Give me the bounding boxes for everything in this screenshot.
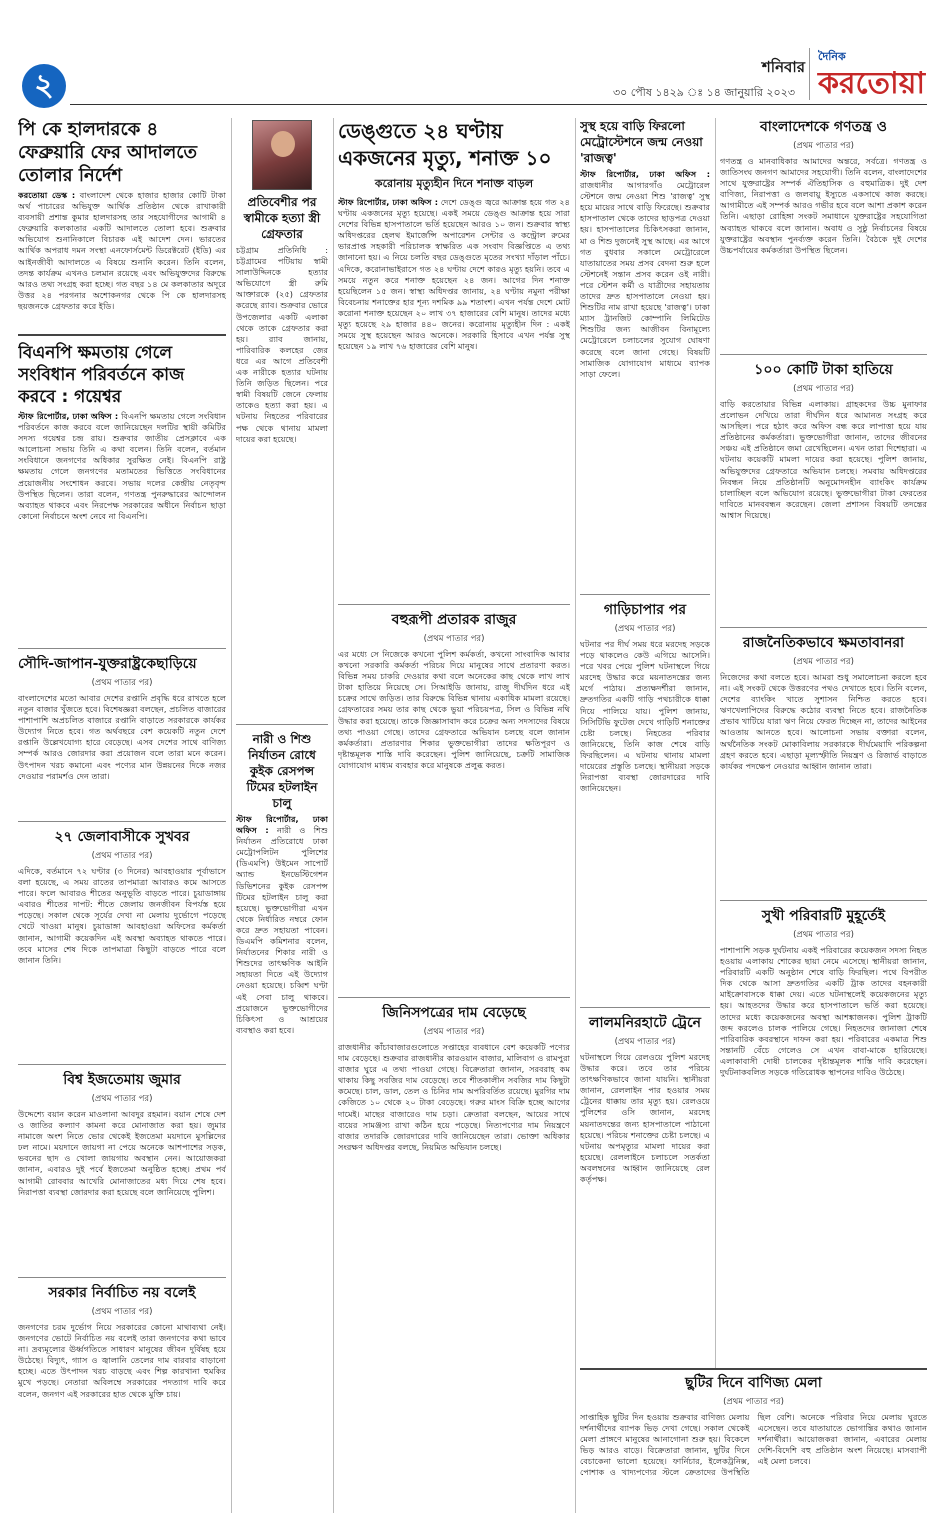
headline: বিএনপি ক্ষমতায় গেলে সংবিধান পরিবর্তনে কাজ করবে : গয়েশ্বর <box>18 343 185 407</box>
column-5 <box>720 118 927 1513</box>
divider <box>236 724 328 725</box>
article-politics-power <box>720 634 927 894</box>
subheadline: করোনায় মৃত্যুহীন দিনে শনাক্ত বাড়ল <box>374 177 534 190</box>
masthead-date: ৩০ পৌষ ১৪২৯ ঃ ১৪ জানুয়ারি ২০২৩ <box>612 86 795 99</box>
body-text: রাজধানীর কাঁচাবাজারগুলোতে সপ্তাহের ব্যবধানে বেশ কয়েকটি পণ্যের দাম বেড়েছে। শুক্রবার রাজধানীর কারওয়ান বাজার, মালিবাগ ও রামপুরা বাজার ঘুরে এ তথ্য পাওয়া গেছে। বিক্রেতারা জানান, সরবরাহ কম থাকায় কিছু সবজির দাম বেড়েছে। তবে শীতকালীন সবজির দাম কিছুটা কমেছে। চাল, ডাল, তেল ও চিনির দাম অপরিবর্তিত রয়েছে। মুরগির দাম কেজিতে ১০ থেকে ২০ টাকা বেড়েছে। গরুর মাংস বিক্রি হচ্ছে আগের দামেই। মাছের বাজারেও দাম চড়া। ক্রেতারা বলছেন, আয়ের সাথে ব্যয়ের সামঞ্জস্য রাখা কঠিন হয়ে পড়েছে। নিত্যপণ্যের দাম নিয়ন্ত্রণে বাজার তদারকি জোরদারের দাবি জানিয়েছেন তারা। ভোক্তা অধিকার সংরক্ষণ অধিদপ্তর বলছে, নিয়মিত অভিযান চলছে। <box>338 1042 570 1152</box>
logo-small-text: দৈনিক <box>818 50 846 63</box>
article-garicapa <box>580 601 710 1001</box>
continued-label: (প্রথম পাতার পর) <box>793 930 854 940</box>
headline: জিনিসপত্রের দাম বেড়েছে <box>382 1005 526 1021</box>
continued-label: (প্রথম পাতার পর) <box>793 657 854 667</box>
continued-label: (প্রথম পাতার পর) <box>723 1397 784 1407</box>
headline: ছুটির দিনে বাণিজ্য মেলা <box>685 1375 822 1391</box>
body-text: ঘটনাস্থলে গিয়ে রেলওয়ে পুলিশ মরদেহ উদ্ধার করে। তবে তার পরিচয় তাৎক্ষণিকভাবে জানা যায়নি। স্থানীয়রা জানান, রেললাইন পার হওয়ার সময় ট্রেনের ধাক্কায় তার মৃত্যু হয়। রেলওয়ে পুলিশের ওসি জানান, মরদেহ ময়নাতদন্তের জন্য হাসপাতালে পাঠানো হয়েছে। পরিচয় শনাক্তের চেষ্টা চলছে। এ ঘটনায় অপমৃত্যুর মামলা দায়ের করা হয়েছে। রেললাইনে চলাচলে সতর্কতা অবলম্বনের আহ্বান জানিয়েছে রেল কর্তৃপক্ষ। <box>580 1052 710 1185</box>
divider <box>18 648 226 649</box>
headline: সরকার নির্বাচিত নয় বলেই <box>48 1285 196 1301</box>
masthead <box>0 0 945 118</box>
column-2 <box>236 118 328 1513</box>
article-body <box>338 197 570 352</box>
body-text: বাংলাদেশের মতো আবার দেশের রপ্তানি প্রবৃদ্ধি ধরে রাখতে হলে নতুন বাজার খুঁজতে হবে। বিশেষজ্ঞরা বলছেন, প্রচলিত বাজারের পাশাপাশি অপ্রচলিত বাজারে রপ্তানি বাড়াতে সরকারকে কার্যকর উদ্যোগ নিতে হবে। গত অর্থবছরে বেশ কয়েকটি নতুন দেশে রপ্তানি উল্লেখযোগ্য হারে বেড়েছে। এসব দেশের সাথে বাণিজ্য সম্পর্ক আরও জোরদার করা প্রয়োজন বলে তারা মনে করেন। উৎপাদন খরচ কমানো এবং পণ্যের মান উন্নয়নের দিকে নজর দেওয়ার পরামর্শও দেন তারা। <box>18 693 226 781</box>
column-rule <box>575 118 576 1513</box>
body-text: বাংলাদেশ থেকে হাজার হাজার কোটি টাকা অর্থ পাচারের অভিযুক্ত আর্থিক প্রতিষ্ঠান থেকে রাখাকারী ব্যবসায়ী প্রশান্ত কুমার হালদারসহ তার সহযোগীদের আগামী ৪ ফেব্রুয়ারি কলকাতার একটি আদালতে তোলা হবে। শুক্রবার অভিযোগ শুনানিকালে বিচারক এই আদেশ দেন। ভারতের আর্থিক অপরাধ দমন সংস্থা এনফোর্সমেন্ট ডিরেক্টরেট (ইডি) এর আইনজীবী আদালতে এ বিষয়ে শুনানি করেন। তিনি বলেন, তদন্ত কার্যক্রম এখনও চলমান রয়েছে এবং অভিযুক্তদের বিরুদ্ধে আরও তথ্য সংগ্রহ করা হচ্ছে। গত বছর ১৪ মে কলকাতার অদূরে উত্তর ২৪ পরগনার অশোকনগর থেকে পি কে হালদারসহ ছয়জনকে গ্রেফতার করে ইডি। <box>18 190 226 311</box>
body-text: বিএনপি ক্ষমতায় গেলে সংবিধান পরিবর্তনে কাজ করবে বলে জানিয়েছেন দলটির স্থায়ী কমিটির সদস্য গয়েশ্বর চন্দ্র রায়। শুক্রবার জাতীয় প্রেসক্লাবে এক আলোচনা সভায় তিনি এ কথা বলেন। তিনি বলেন, বর্তমান সংবিধানে জনগণের অধিকার সুরক্ষিত নেই। বিএনপি রাষ্ট্র ক্ষমতায় গেলে জনগণের মতামতের ভিত্তিতে সংবিধানের প্রয়োজনীয় সংশোধন করবে। সভায় দলের কেন্দ্রীয় নেতৃবৃন্দ উপস্থিত ছিলেন। তারা বলেন, গণতন্ত্র পুনরুদ্ধারের আন্দোলন অব্যাহত থাকবে এবং নিরপেক্ষ সরকারের অধীনে নির্বাচন ছাড়া কোনো নির্বাচনে অংশ নেবে না বিএনপি। <box>18 411 226 521</box>
headline: সৌদি-জাপান-যুক্তরাষ্ট্রকেছাড়িয়ে <box>18 656 197 672</box>
divider <box>580 1007 710 1008</box>
article-non-partisan <box>18 1284 226 1484</box>
body-text: বাড়ি করতোয়ার বিভিন্ন এলাকায়। গ্রাহকদের উচ্চ মুনাফার প্রলোভন দেখিয়ে তারা দীর্ঘদিন ধরে আমানত সংগ্রহ করে আসছিল। পরে হঠাৎ করে অফিস বন্ধ করে লাপাত্তা হয়ে যায় প্রতিষ্ঠানের কর্মকর্তারা। ভুক্তভোগীরা জানান, তাদের জীবনের সঞ্চয় এই প্রতিষ্ঠানে জমা রেখেছিলেন। এখন তারা দিশেহারা। এ ঘটনায় কয়েকটি মামলা দায়ের করা হয়েছে। পুলিশ জানায়, অভিযুক্তদের গ্রেফতারে অভিযান চলছে। সমবায় অধিদপ্তরের নিবন্ধন নিয়ে প্রতিষ্ঠানটি অনুমোদনহীন ব্যাংকিং কার্যক্রম চালাচ্ছিল বলে অভিযোগ রয়েছে। ভুক্তভোগীরা টাকা ফেরতের দাবিতে মানববন্ধন করেছেন। জেলা প্রশাসন বিষয়টি তদন্তের আশ্বাস দিয়েছে। <box>720 399 927 520</box>
page-number: ২ <box>22 64 66 108</box>
divider <box>720 900 927 901</box>
body-text: নারী ও শিশু নির্যাতন প্রতিরোধে ঢাকা মেট্রোপলিটন পুলিশের (ডিএমপি) উইমেন সাপোর্ট অ্যান্ড ইনভেস্টিগেশন ডিভিশনের কুইক রেসপন্স টিমের হটলাইন চালু করা হয়েছে। ভুক্তভোগীরা এখন থেকে নির্ধারিত নম্বরে ফোন করে দ্রুত সহায়তা পাবেন। ডিএমপি কমিশনার বলেন, নির্যাতনের শিকার নারী ও শিশুদের তাৎক্ষণিক আইনি সহায়তা দিতে এই উদ্যোগ নেওয়া হয়েছে। চব্বিশ ঘণ্টা এই সেবা চালু থাকবে। প্রয়োজনে ভুক্তভোগীদের চিকিৎসা ও আশ্রয়ের ব্যবস্থাও করা হবে। <box>236 825 328 1035</box>
article-body <box>18 190 226 312</box>
column-rule <box>333 118 334 1513</box>
headline: ২৭ জেলাবাসীকে সুখবর <box>54 829 190 845</box>
body-text: সাপ্তাহিক ছুটির দিন হওয়ায় শুক্রবার বাণিজ্য মেলায় দর্শনার্থীদের ব্যাপক ভিড় দেখা গেছে। সকাল থেকেই মেলা প্রাঙ্গণে মানুষের আনাগোনা শুরু হয়। বিকেলে ভিড় আরও বাড়ে। বিক্রেতারা জানান, ছুটির দিনে বেচাকেনা ভালো হয়েছে। ফার্নিচার, ইলেকট্রনিক্স, পোশাক ও খাদ্যপণ্যের স্টলে ক্রেতাদের উপস্থিতি ছিল বেশি। অনেকে পরিবার নিয়ে মেলায় ঘুরতে এসেছেন। তবে যাতায়াতে ভোগান্তির কথাও জানান দর্শনার্থীরা। আয়োজকরা জানান, এবারের মেলায় দেশি-বিদেশি বহু প্রতিষ্ঠান অংশ নিয়েছে। মাসব্যাপী এই মেলা চলবে। <box>580 1412 927 1478</box>
article-bahurupi <box>338 611 570 991</box>
byline: স্টাফ রিপোর্টার, ঢাকা অফিস : <box>236 814 328 836</box>
column-3 <box>338 118 570 1513</box>
divider <box>338 604 570 605</box>
divider <box>18 821 226 822</box>
continued-label: (প্রথম পাতার পর) <box>793 384 854 394</box>
continued-label: (প্রথম পাতার পর) <box>91 851 153 861</box>
divider <box>720 354 927 355</box>
body-text: নিজেদের কথা বলতে হবে। আমরা শুধু সমালোচনা করলে হবে না। এই সংকট থেকে উত্তরণের পথও দেখাতে হবে। তিনি বলেন, দেশের ব্যাংকিং খাতে সুশাসন নিশ্চিত করতে হবে। ঋণখেলাপিদের বিরুদ্ধে কঠোর ব্যবস্থা নিতে হবে। রাজনৈতিক প্রভাব খাটিয়ে যারা ঋণ নিয়ে ফেরত দিচ্ছেন না, তাদের আইনের আওতায় আনতে হবে। আলোচনা সভায় বক্তারা বলেন, অর্থনৈতিক সংকট মোকাবিলায় সরকারকে দীর্ঘমেয়াদি পরিকল্পনা গ্রহণ করতে হবে। এছাড়া মূল্যস্ফীতি নিয়ন্ত্রণ ও রিজার্ভ বাড়াতে কার্যকর পদক্ষেপ নেওয়ার আহ্বান জানান তারা। <box>720 672 927 771</box>
body-text: গণতন্ত্র ও মানবাধিকার আমাদের অন্তরে, সর্বত্রে। গণতন্ত্র ও জাতিসংঘ জনগণ আমাদের সহযোগী। তিনি বলেন, বাংলাদেশের সাথে যুক্তরাষ্ট্রের সম্পর্ক ঐতিহাসিক ও বহুমাত্রিক। দুই দেশ বাণিজ্য, নিরাপত্তা ও জলবায়ু ইস্যুতে একসাথে কাজ করছে। আগামীতে এই সম্পর্ক আরও গভীর হবে বলে আশা প্রকাশ করেন তিনি। এছাড়া রোহিঙ্গা সংকট সমাধানে যুক্তরাষ্ট্রের সহযোগিতা অব্যাহত থাকবে বলে জানান। অবাধ ও সুষ্ঠু নির্বাচনের বিষয়ে যুক্তরাষ্ট্রের অবস্থান পুনর্ব্যক্ত করেন তিনি। বৈঠকে দুই দেশের উচ্চপর্যায়ের কর্মকর্তারা উপস্থিত ছিলেন। <box>720 156 927 255</box>
article-dengue <box>338 118 570 598</box>
column-4 <box>580 118 710 1513</box>
continued-label: (প্রথম পাতার পর) <box>614 1037 676 1047</box>
body-text: এর মধ্যে সে নিজেকে কখনো পুলিশ কর্মকর্তা, কখনো সাংবাদিক আবার কখনো সরকারি কর্মকর্তা পরিচয় দিয়ে মানুষের সাথে প্রতারণা করত। বিভিন্ন সময় চাকরি দেওয়ার কথা বলে অনেকের কাছ থেকে লাখ লাখ টাকা হাতিয়ে নিয়েছে সে। সিআইডি জানায়, রাজু দীর্ঘদিন ধরে এই চক্রের সাথে জড়িত। তার বিরুদ্ধে বিভিন্ন থানায় একাধিক মামলা রয়েছে। গ্রেফতারের সময় তার কাছ থেকে ভুয়া পরিচয়পত্র, সিল ও বিভিন্ন নথি উদ্ধার করা হয়েছে। তাকে জিজ্ঞাসাবাদ করে চক্রের অন্য সদস্যদের বিষয়ে তথ্য পাওয়া গেছে। তাদের গ্রেফতারে অভিযান চলছে বলে জানান কর্মকর্তারা। প্রতারণার শিকার ভুক্তভোগীরা তাদের ক্ষতিপূরণ ও দৃষ্টান্তমূলক শাস্তি দাবি করেছেন। পুলিশ জানিয়েছে, চক্রটি সামাজিক যোগাযোগ মাধ্যম ব্যবহার করে মানুষকে প্রলুব্ধ করত। <box>338 649 570 770</box>
body-text: পাশাপাশি সড়ক দুর্ঘটনায় একই পরিবারের কয়েকজন সদস্য নিহত হওয়ায় এলাকায় শোকের ছায়া নেমে এসেছে। স্থানীয়রা জানান, পরিবারটি একটি অনুষ্ঠান শেষে বাড়ি ফিরছিল। পথে বিপরীত দিক থেকে আসা দ্রুতগতির একটি ট্রাক তাদের বহনকারী মাইক্রোবাসকে ধাক্কা দেয়। এতে ঘটনাস্থলেই কয়েকজনের মৃত্যু হয়। আহতদের উদ্ধার করে হাসপাতালে ভর্তি করা হয়েছে। তাদের মধ্যে কয়েকজনের অবস্থা আশঙ্কাজনক। পুলিশ ট্রাকটি জব্দ করলেও চালক পালিয়ে গেছে। নিহতদের জানাজা শেষে পারিবারিক কবরস্থানে দাফন করা হয়। পরিবারের একমাত্র শিশু সন্তানটি বেঁচে গেলেও সে এখন বাবা-মাকে হারিয়েছে। এলাকাবাসী দোষী চালকের দৃষ্টান্তমূলক শাস্তি দাবি করেছেন। দুর্ঘটনাকবলিত সড়কে গতিরোধক স্থাপনের দাবিও উঠেছে। <box>720 945 927 1078</box>
headline: প্রতিবেশীর পর স্বামীকে হত্যা স্ত্রী গ্রেফতার <box>243 195 321 241</box>
headline: নারী ও শিশু নির্যাতন রোধে কুইক রেসপন্স টিমের হটলাইন চালু <box>246 732 318 810</box>
divider <box>338 997 570 998</box>
headline: সুখী পরিবারটি মুহূর্তেই <box>761 908 886 924</box>
article-matin <box>580 118 710 588</box>
continued-label: (প্রথম পাতার পর) <box>423 634 485 644</box>
article-body <box>236 814 328 1036</box>
article-constitution <box>18 342 226 642</box>
article-pk-halder <box>18 118 226 328</box>
article-prices <box>338 1004 570 1504</box>
logo-big-text: করতোয়া <box>818 66 926 101</box>
continued-label: (প্রথম পাতার পর) <box>91 1307 153 1317</box>
body-text: দেশে ডেঙ্গু জ্বরে আক্রান্ত হয়ে গত ২৪ ঘণ্টায় একজনের মৃত্যু হয়েছে। একই সময়ে ডেঙ্গু আক্রান্ত হয়ে সারা দেশের বিভিন্ন হাসপাতালে ভর্তি হয়েছেন আরও ১০ জন। শুক্রবার স্বাস্থ্য অধিদপ্তরের হেলথ ইমার্জেন্সি অপারেশন সেন্টার ও কন্ট্রোল রুমের ভারপ্রাপ্ত সহকারী পরিচালক স্বাক্ষরিত এক সংবাদ বিজ্ঞপ্তিতে এ তথ্য জানানো হয়। এ নিয়ে চলতি বছর ডেঙ্গুতে মৃতের সংখ্যা দাঁড়াল পাঁচে। এদিকে, করোনাভাইরাসে গত ২৪ ঘণ্টায় দেশে কারও মৃত্যু হয়নি। তবে এ সময়ে নতুন করে শনাক্ত হয়েছেন ২৪ জন। আগের দিন শনাক্ত হয়েছিলেন ১৫ জন। স্বাস্থ্য অধিদপ্তর জানায়, ২৪ ঘণ্টায় নমুনা পরীক্ষা বিবেচনায় শনাক্তের হার শূন্য দশমিক ৯৯ শতাংশ। এখন পর্যন্ত দেশে মোট করোনা শনাক্ত হয়েছেন ২০ লাখ ৩৭ হাজারের বেশি মানুষ। তাদের মধ্যে মৃত্যু হয়েছে ২৯ হাজার ৪৪০ জনের। করোনায় মৃত্যুহীন দিন : একই সময়ে সুস্থ হয়েছেন আরও অনেকে। সরকারি হিসাবে এখন পর্যন্ত সুস্থ হয়েছেন ১৯ লাখ ৭৬ হাজারের বেশি মানুষ। <box>338 197 570 352</box>
article-saudi-japan <box>18 655 226 815</box>
divider <box>580 1368 927 1370</box>
article-hundred-crore <box>720 361 927 621</box>
headline: ১০০ কোটি টাকা হাতিয়ে <box>754 362 893 378</box>
body-text: এদিকে, বর্তমানে ৭২ ঘণ্টার (৩ দিনের) আবহাওয়ার পূর্বাভাসে বলা হয়েছে, এ সময় রাতের তাপমাত্রা আবারও কমে আসতে পারে। ফলে আবারও শীতের অনুভূতি বাড়তে পারে। চুয়াডাঙ্গায় এবারও শীতের দাপট: শীতে জেলায় জনজীবন বিপর্যস্ত হয়ে পড়েছে। সকাল থেকে সূর্যের দেখা না মেলায় দুর্ভোগে পড়েছে খেটে খাওয়া মানুষ। চুয়াডাঙ্গা আবহাওয়া অফিসের কর্মকর্তা জানান, আগামী কয়েকদিন এই অবস্থা অব্যাহত থাকতে পারে। তবে মাসের শেষ দিকে তাপমাত্রা কিছুটা বাড়তে পারে বলে জানান তিনি। <box>18 866 226 965</box>
article-body <box>580 169 710 380</box>
article-democracy <box>720 118 927 348</box>
headline: বহুরূপী প্রতারক রাজুর <box>391 612 517 628</box>
divider <box>18 334 226 336</box>
divider <box>18 1277 226 1278</box>
article-body <box>18 411 226 522</box>
byline: স্টাফ রিপোর্টার, ঢাকা অফিস : <box>18 411 119 421</box>
headline: পি কে হালদারকে ৪ ফেব্রুয়ারি ফের আদালতে তোলার নির্দেশ <box>18 119 198 186</box>
article-spouse-murder <box>236 118 328 718</box>
continued-label: (প্রথম পাতার পর) <box>91 1094 153 1104</box>
divider <box>720 627 927 628</box>
article-happy-family <box>720 907 927 1357</box>
column-rule <box>231 118 232 1513</box>
body-text: চট্টগ্রাম প্রতিনিধি : চট্টগ্রামের পটিয়ায় স্বামী সালাউদ্দিনকে হত্যার অভিযোগে স্ত্রী রুমি আক্তারকে (২৫) গ্রেফতার করেছে র‌্যাব। শুক্রবার ভোরে উপজেলার একটি এলাকা থেকে তাকে গ্রেফতার করা হয়। র‌্যাব জানায়, পারিবারিক কলহের জের ধরে এর আগে প্রতিবেশী এক নারীকে হত্যার ঘটনায় তিনি জড়িত ছিলেন। পরে স্বামী বিষয়টি জেনে ফেলায় তাকেও হত্যা করা হয়। এ ঘটনায় নিহতের পরিবারের পক্ষ থেকে থানায় মামলা দায়ের করা হয়েছে। <box>236 245 328 444</box>
article-trade-fair <box>580 1368 927 1513</box>
headline: রাজনৈতিকভাবে ক্ষমতাবানরা <box>742 635 905 651</box>
body-text: উদ্দেশ্যে বয়ান করেন মাওলানা আবদুর রহমান। বয়ান শেষে দেশ ও জাতির কল্যাণ কামনা করে মোনাজাত করা হয়। জুমার নামাজে অংশ নিতে ভোর থেকেই ইজতেমা ময়দানে মুসল্লিদের ঢল নামে। ময়দানে জায়গা না পেয়ে অনেকে আশপাশের সড়ক, ভবনের ছাদ ও খোলা জায়গায় অবস্থান নেন। আয়োজকরা জানান, এবারও দুই পর্বে ইজতেমা অনুষ্ঠিত হচ্ছে। প্রথম পর্ব আগামী রোববার আখেরি মোনাজাতের মধ্য দিয়ে শেষ হবে। নিরাপত্তা ব্যবস্থা জোরদার করা হয়েছে বলে জানিয়েছে পুলিশ। <box>18 1109 226 1197</box>
continued-label: (প্রথম পাতার পর) <box>91 678 153 688</box>
column-rule <box>715 118 716 1513</box>
headline: সুস্থ হয়ে বাড়ি ফিরলো মেট্রোস্টেশনে জন্ম নেওয়া 'রাজত্ব' <box>580 119 703 165</box>
body-text: জনগণের চরম দুর্ভোগ নিয়ে সরকারের কোনো মাথাব্যথা নেই। জনগণের ভোটে নির্বাচিত নয় বলেই তারা জনগণের কথা ভাবে না। দ্রব্যমূল্যের ঊর্ধ্বগতিতে সাধারণ মানুষের জীবন দুর্বিষহ হয়ে উঠেছে। বিদ্যুৎ, গ্যাস ও জ্বালানি তেলের দাম বারবার বাড়ানো হচ্ছে। এতে উৎপাদন খরচ বাড়ছে এবং শিল্প কারখানা হুমকির মুখে পড়ছে। নেতারা অবিলম্বে সরকারের পদত্যাগ দাবি করে বলেন, জনগণ এই সরকারের হাত থেকে মুক্তি চায়। <box>18 1322 226 1399</box>
continued-label: (প্রথম পাতার পর) <box>614 624 676 634</box>
headline: ডেঙ্গুতে ২৪ ঘণ্টায় একজনের মৃত্যু, শনাক্ত ১০ <box>338 119 552 170</box>
continued-label: (প্রথম পাতার পর) <box>423 1027 485 1037</box>
byline: করতোয়া ডেস্ক : <box>18 190 76 200</box>
accused-photo <box>252 120 312 190</box>
byline: স্টাফ রিপোর্টার, ঢাকা অফিস : <box>338 197 438 207</box>
article-districts <box>18 828 226 1058</box>
newspaper-logo <box>809 48 927 100</box>
article-women-children <box>236 731 328 1131</box>
byline: স্টাফ রিপোর্টার, ঢাকা অফিস : <box>580 169 710 179</box>
divider <box>18 1064 226 1065</box>
headline: লালমনিরহাটে ট্রেনে <box>589 1015 701 1031</box>
article-ijtema <box>18 1071 226 1271</box>
masthead-rule <box>70 104 927 105</box>
body-text: ঘটনার পর দীর্ঘ সময় ধরে মরদেহ সড়কে পড়ে থাকলেও কেউ এগিয়ে আসেনি। পরে খবর পেয়ে পুলিশ ঘটনাস্থলে গিয়ে মরদেহ উদ্ধার করে ময়নাতদন্তের জন্য মর্গে পাঠায়। প্রত্যক্ষদর্শীরা জানান, দ্রুতগতির একটি গাড়ি পথচারীকে ধাক্কা দিয়ে পালিয়ে যায়। পুলিশ জানায়, সিসিটিভি ফুটেজ দেখে গাড়িটি শনাক্তের চেষ্টা চলছে। নিহতের পরিবার জানিয়েছে, তিনি কাজ শেষে বাড়ি ফিরছিলেন। এ ঘটনায় থানায় মামলা দায়েরের প্রস্তুতি চলছে। স্থানীয়রা সড়কে নিরাপত্তা ব্যবস্থা জোরদারের দাবি জানিয়েছেন। <box>580 639 710 794</box>
headline: বিশ্ব ইজতেমায় জুমার <box>63 1072 181 1088</box>
headline: গাড়িচাপার পর <box>603 602 687 618</box>
masthead-day: শনিবার <box>761 58 805 76</box>
headline: বাংলাদেশকে গণতন্ত্র ও <box>760 119 887 135</box>
column-1 <box>18 118 226 1513</box>
body-text: রাজধানীর আগারগাঁও মেট্রোরেল স্টেশনে জন্ম নেওয়া শিশু 'রাজত্ব' সুস্থ হয়ে মায়ের সাথে বাড়ি ফিরেছে। শুক্রবার হাসপাতাল থেকে তাদের ছাড়পত্র দেওয়া হয়। হাসপাতালের চিকিৎসকরা জানান, মা ও শিশু দুজনেই সুস্থ আছে। এর আগে গত বুধবার সকালে মেট্রোরেলে যাতায়াতের সময় প্রসব বেদনা শুরু হলে স্টেশনেই সন্তান প্রসব করেন ওই নারী। পরে স্টেশন কর্মী ও যাত্রীদের সহায়তায় তাদের দ্রুত হাসপাতালে নেওয়া হয়। শিশুটির নাম রাখা হয়েছে 'রাজত্ব'। ঢাকা ম্যাস ট্রানজিট কোম্পানি লিমিটেড শিশুটির জন্য আজীবন বিনামূল্যে মেট্রোরেলে চলাচলের সুযোগ ঘোষণা করেছে বলে জানা গেছে। বিষয়টি সামাজিক যোগাযোগ মাধ্যমে ব্যাপক সাড়া ফেলে। <box>580 180 710 379</box>
divider <box>580 594 710 595</box>
continued-label: (প্রথম পাতার পর) <box>793 141 854 151</box>
